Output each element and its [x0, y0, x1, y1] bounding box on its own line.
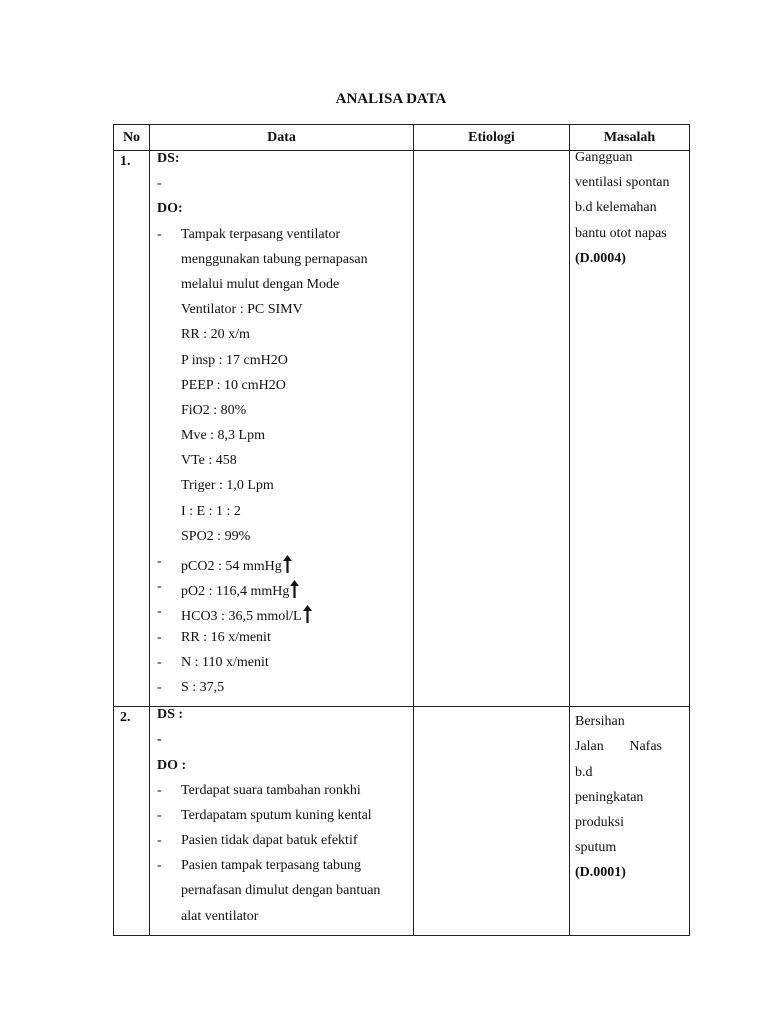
masalah-line: peningkatan [575, 789, 644, 805]
table-row [114, 707, 690, 936]
masalah-line: b.d [575, 764, 593, 780]
header-masalah: Masalah [570, 125, 690, 151]
header-row [114, 125, 690, 151]
do-label: DO: [157, 201, 183, 217]
list-item-cont: Triger : 1,0 Lpm [181, 478, 274, 494]
list-item-cont: menggunakan tabung pernapasan [181, 251, 368, 267]
list-item-cont: Ventilator : PC SIMV [181, 302, 303, 318]
list-item: - Tampak terpasang ventilator [157, 226, 341, 242]
row-number: 2. [114, 707, 150, 936]
list-item: - pCO2 : 54 mmHg [157, 555, 413, 580]
masalah-code: (D.0001) [575, 865, 626, 881]
masalah-line: Gangguan [575, 150, 633, 165]
list-item: - Pasien tampak terpasang tabung [157, 858, 362, 874]
masalah-line: sputum [575, 840, 617, 856]
do-label: DO : [157, 757, 187, 773]
up-arrow-icon [290, 580, 299, 598]
masalah-line: Jalan Nafas [575, 739, 662, 755]
list-item-cont: Mve : 8,3 Lpm [181, 428, 265, 444]
page-title: ANALISA DATA [335, 91, 447, 107]
masalah-cell [570, 151, 690, 707]
list-item: - Terdapatam sputum kuning kental [157, 807, 372, 823]
data-cell [150, 707, 414, 936]
list-item: - N : 110 x/menit [157, 654, 269, 670]
table-row [114, 151, 690, 707]
masalah-line: ventilasi spontan [575, 175, 670, 191]
list-item-cont: SPO2 : 99% [181, 528, 251, 544]
list-item: - Terdapat suara tambahan ronkhi [157, 782, 361, 798]
masalah-line: Bersihan [575, 714, 625, 730]
list-item-cont: PEEP : 10 cmH2O [181, 377, 286, 393]
list-item-cont: I : E : 1 : 2 [181, 503, 241, 519]
list-item: - S : 37,5 [157, 679, 225, 695]
masalah-line: bantu otot napas [575, 225, 667, 241]
etiologi-cell [414, 707, 570, 936]
analysis-table [113, 124, 690, 936]
list-item: - RR : 16 x/menit [157, 629, 271, 645]
list-item: - HCO3 : 36,5 mmol/L [157, 605, 413, 630]
list-item-cont: pernafasan dimulut dengan bantuan [181, 883, 381, 899]
up-arrow-icon [283, 555, 292, 573]
header-no: No [114, 125, 150, 151]
list-item-cont: alat ventilator [181, 908, 259, 924]
masalah-line: produksi [575, 814, 624, 830]
list-item-cont: melalui mulut dengan Mode [181, 276, 340, 292]
ds-label: DS: [157, 151, 180, 166]
masalah-code: (D.0004) [575, 250, 626, 266]
masalah-cell [570, 707, 690, 936]
list-item-cont: RR : 20 x/m [181, 327, 250, 343]
row-number: 1. [114, 151, 150, 707]
header-etiologi: Etiologi [414, 125, 570, 151]
list-item-cont: FiO2 : 80% [181, 402, 247, 418]
header-data: Data [150, 125, 414, 151]
up-arrow-icon [303, 605, 312, 623]
list-item: - pO2 : 116,4 mmHg [157, 580, 413, 605]
ds-label: DS : [157, 707, 184, 723]
masalah-line: b.d kelemahan [575, 200, 657, 216]
etiologi-cell [414, 151, 570, 707]
ds-value: - [157, 732, 162, 748]
list-item-cont: VTe : 458 [181, 453, 237, 469]
data-cell [150, 151, 414, 707]
ds-value: - [157, 176, 162, 192]
list-item-cont: P insp : 17 cmH2O [181, 352, 288, 368]
list-item: - Pasien tidak dapat batuk efektif [157, 833, 358, 849]
